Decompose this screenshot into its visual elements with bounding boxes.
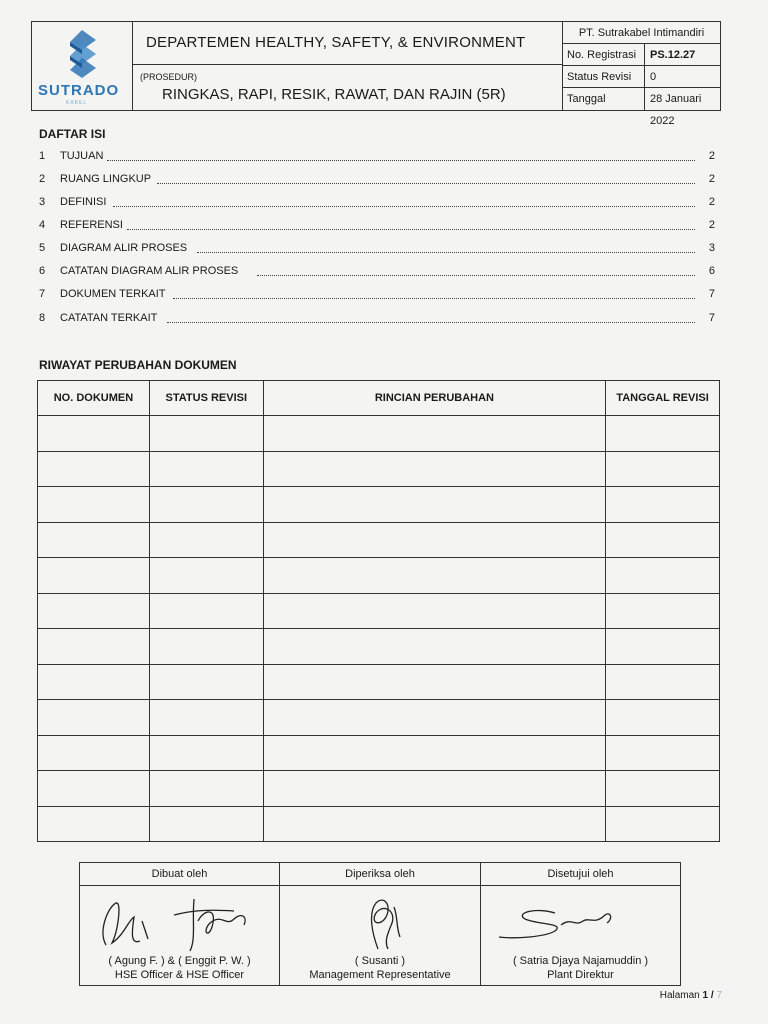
approver-name: ( Susanti ) — [354, 955, 406, 967]
toc-number: 7 — [39, 288, 46, 300]
toc-label: DOKUMEN TERKAIT — [60, 288, 166, 300]
table-row — [38, 416, 720, 452]
table-cell — [149, 664, 263, 700]
sutrado-logo-icon — [64, 28, 100, 80]
table-row — [38, 664, 720, 700]
approval-heading: Dibuat oleh — [80, 863, 279, 886]
table-cell — [149, 593, 263, 629]
table-row — [38, 593, 720, 629]
table-cell — [149, 487, 263, 523]
toc-item — [39, 265, 715, 281]
table-row — [38, 487, 720, 523]
toc-page: 3 — [708, 242, 715, 254]
table-cell — [38, 700, 150, 736]
toc-leader — [173, 298, 695, 299]
table-cell — [263, 558, 605, 594]
meta-key: No. Registrasi — [567, 49, 637, 61]
toc-leader — [107, 160, 695, 161]
table-header-row — [38, 381, 720, 416]
table-cell — [38, 522, 150, 558]
column-header: TANGGAL REVISI — [606, 381, 720, 416]
toc-item — [39, 196, 715, 212]
table-cell — [263, 700, 605, 736]
toc-page: 2 — [708, 173, 715, 185]
table-cell — [263, 629, 605, 665]
toc-item — [39, 242, 715, 258]
meta-row-registration — [563, 44, 720, 66]
toc-page: 2 — [708, 150, 715, 162]
toc-leader — [197, 252, 695, 253]
table-cell — [263, 487, 605, 523]
approval-approved-by — [481, 863, 680, 985]
toc-page: 2 — [708, 196, 715, 208]
page-number: 1 — [702, 990, 709, 1001]
table-cell — [149, 451, 263, 487]
toc-page: 7 — [708, 312, 715, 324]
toc-label: REFERENSI — [60, 219, 123, 231]
meta-value: PS.12.27 — [650, 49, 696, 61]
table-cell — [606, 558, 720, 594]
table-cell — [149, 735, 263, 771]
toc-leader — [257, 275, 695, 276]
toc-item — [39, 219, 715, 235]
approver-role: Plant Direktur — [547, 969, 614, 981]
toc-leader — [157, 183, 695, 184]
approval-block — [79, 862, 681, 986]
table-cell — [38, 487, 150, 523]
table-row — [38, 700, 720, 736]
logo-cell — [32, 22, 133, 110]
table-row — [38, 558, 720, 594]
table-cell — [606, 735, 720, 771]
signature-icon — [495, 903, 625, 943]
table-cell — [263, 664, 605, 700]
revision-title: RIWAYAT PERUBAHAN DOKUMEN — [39, 358, 237, 372]
toc-label: CATATAN DIAGRAM ALIR PROSES — [60, 265, 239, 277]
table-row — [38, 735, 720, 771]
toc-item — [39, 288, 715, 304]
table-cell — [263, 771, 605, 807]
table-cell — [606, 629, 720, 665]
divider — [132, 64, 562, 65]
table-cell — [149, 522, 263, 558]
approval-checked-by — [280, 863, 480, 985]
signature-icon — [94, 891, 264, 955]
table-row — [38, 522, 720, 558]
table-cell — [606, 700, 720, 736]
page-separator: / — [710, 990, 714, 1001]
table-row — [38, 771, 720, 807]
toc-label: RUANG LINGKUP — [60, 173, 152, 185]
toc-number: 8 — [39, 312, 46, 324]
document-meta — [563, 22, 720, 127]
page-total: 7 — [716, 990, 722, 1001]
table-cell — [149, 558, 263, 594]
toc-label: DIAGRAM ALIR PROSES — [60, 242, 188, 254]
meta-key: Status Revisi — [567, 71, 632, 83]
table-row — [38, 451, 720, 487]
table-row — [38, 629, 720, 665]
toc-leader — [167, 322, 695, 323]
table-cell — [263, 806, 605, 842]
table-cell — [38, 593, 150, 629]
table-cell — [149, 771, 263, 807]
table-cell — [38, 629, 150, 665]
table-cell — [38, 558, 150, 594]
meta-key: Tanggal — [567, 93, 606, 105]
meta-value: 28 Januari 2022 — [650, 93, 702, 127]
table-cell — [149, 629, 263, 665]
meta-value: 0 — [650, 71, 657, 83]
column-header: STATUS REVISI — [149, 381, 263, 416]
meta-row-revision — [563, 66, 720, 88]
toc-number: 6 — [39, 265, 46, 277]
table-cell — [606, 451, 720, 487]
toc-page: 7 — [708, 288, 715, 300]
document-title: RINGKAS, RAPI, RESIK, RAWAT, DAN RAJIN (5R) — [162, 86, 506, 103]
table-cell — [149, 700, 263, 736]
column-header: RINCIAN PERUBAHAN — [263, 381, 605, 416]
table-cell — [606, 593, 720, 629]
toc-item — [39, 173, 715, 189]
table-cell — [263, 522, 605, 558]
table-cell — [149, 806, 263, 842]
revision-table — [37, 380, 720, 842]
company-row — [563, 22, 720, 44]
table-cell — [38, 451, 150, 487]
company-name: PT. Sutrakabel Intimandiri — [578, 27, 705, 39]
table-cell — [38, 735, 150, 771]
toc-leader — [113, 206, 695, 207]
approval-heading: Diperiksa oleh — [280, 863, 480, 886]
table-cell — [606, 522, 720, 558]
toc-item — [39, 150, 715, 166]
table-cell — [263, 416, 605, 452]
meta-row-date — [563, 88, 720, 127]
toc-number: 4 — [39, 219, 46, 231]
table-cell — [38, 416, 150, 452]
table-row — [38, 806, 720, 842]
table-cell — [606, 771, 720, 807]
approver-name: ( Satria Djaya Najamuddin ) — [512, 955, 649, 967]
approver-role: Management Representative — [309, 969, 451, 981]
page-footer — [660, 990, 722, 1001]
approval-heading: Disetujui oleh — [481, 863, 680, 886]
toc-title: DAFTAR ISI — [39, 127, 106, 141]
document-type: (PROSEDUR) — [140, 72, 198, 82]
approval-made-by — [80, 863, 279, 985]
page-label: Halaman — [659, 990, 700, 1001]
table-cell — [263, 593, 605, 629]
signature-icon — [358, 893, 408, 953]
table-cell — [38, 806, 150, 842]
table-cell — [606, 487, 720, 523]
toc-number: 2 — [39, 173, 46, 185]
toc-number: 1 — [39, 150, 46, 162]
table-cell — [263, 735, 605, 771]
table-cell — [149, 416, 263, 452]
toc-page: 6 — [708, 265, 715, 277]
brand-name: SUTRADO — [38, 82, 120, 99]
title-cell — [132, 22, 563, 110]
toc-leader — [127, 229, 695, 230]
table-cell — [606, 416, 720, 452]
table-cell — [263, 451, 605, 487]
toc-number: 5 — [39, 242, 46, 254]
department-title: DEPARTEMEN HEALTHY, SAFETY, & ENVIRONMENT — [146, 34, 526, 51]
table-cell — [38, 771, 150, 807]
table-cell — [38, 664, 150, 700]
document-header — [31, 21, 721, 127]
table-cell — [606, 806, 720, 842]
brand-subtitle: KABEL — [66, 100, 88, 106]
column-header: NO. DOKUMEN — [38, 381, 150, 416]
approver-names: ( Agung F. ) & ( Enggit P. W. ) — [108, 955, 251, 967]
toc-number: 3 — [39, 196, 46, 208]
approver-roles: HSE Officer & HSE Officer — [114, 969, 245, 981]
toc-label: DEFINISI — [60, 196, 107, 208]
toc-label: TUJUAN — [60, 150, 104, 162]
toc-label: CATATAN TERKAIT — [60, 312, 158, 324]
toc-page: 2 — [708, 219, 715, 231]
toc-item — [39, 312, 715, 328]
table-cell — [606, 664, 720, 700]
